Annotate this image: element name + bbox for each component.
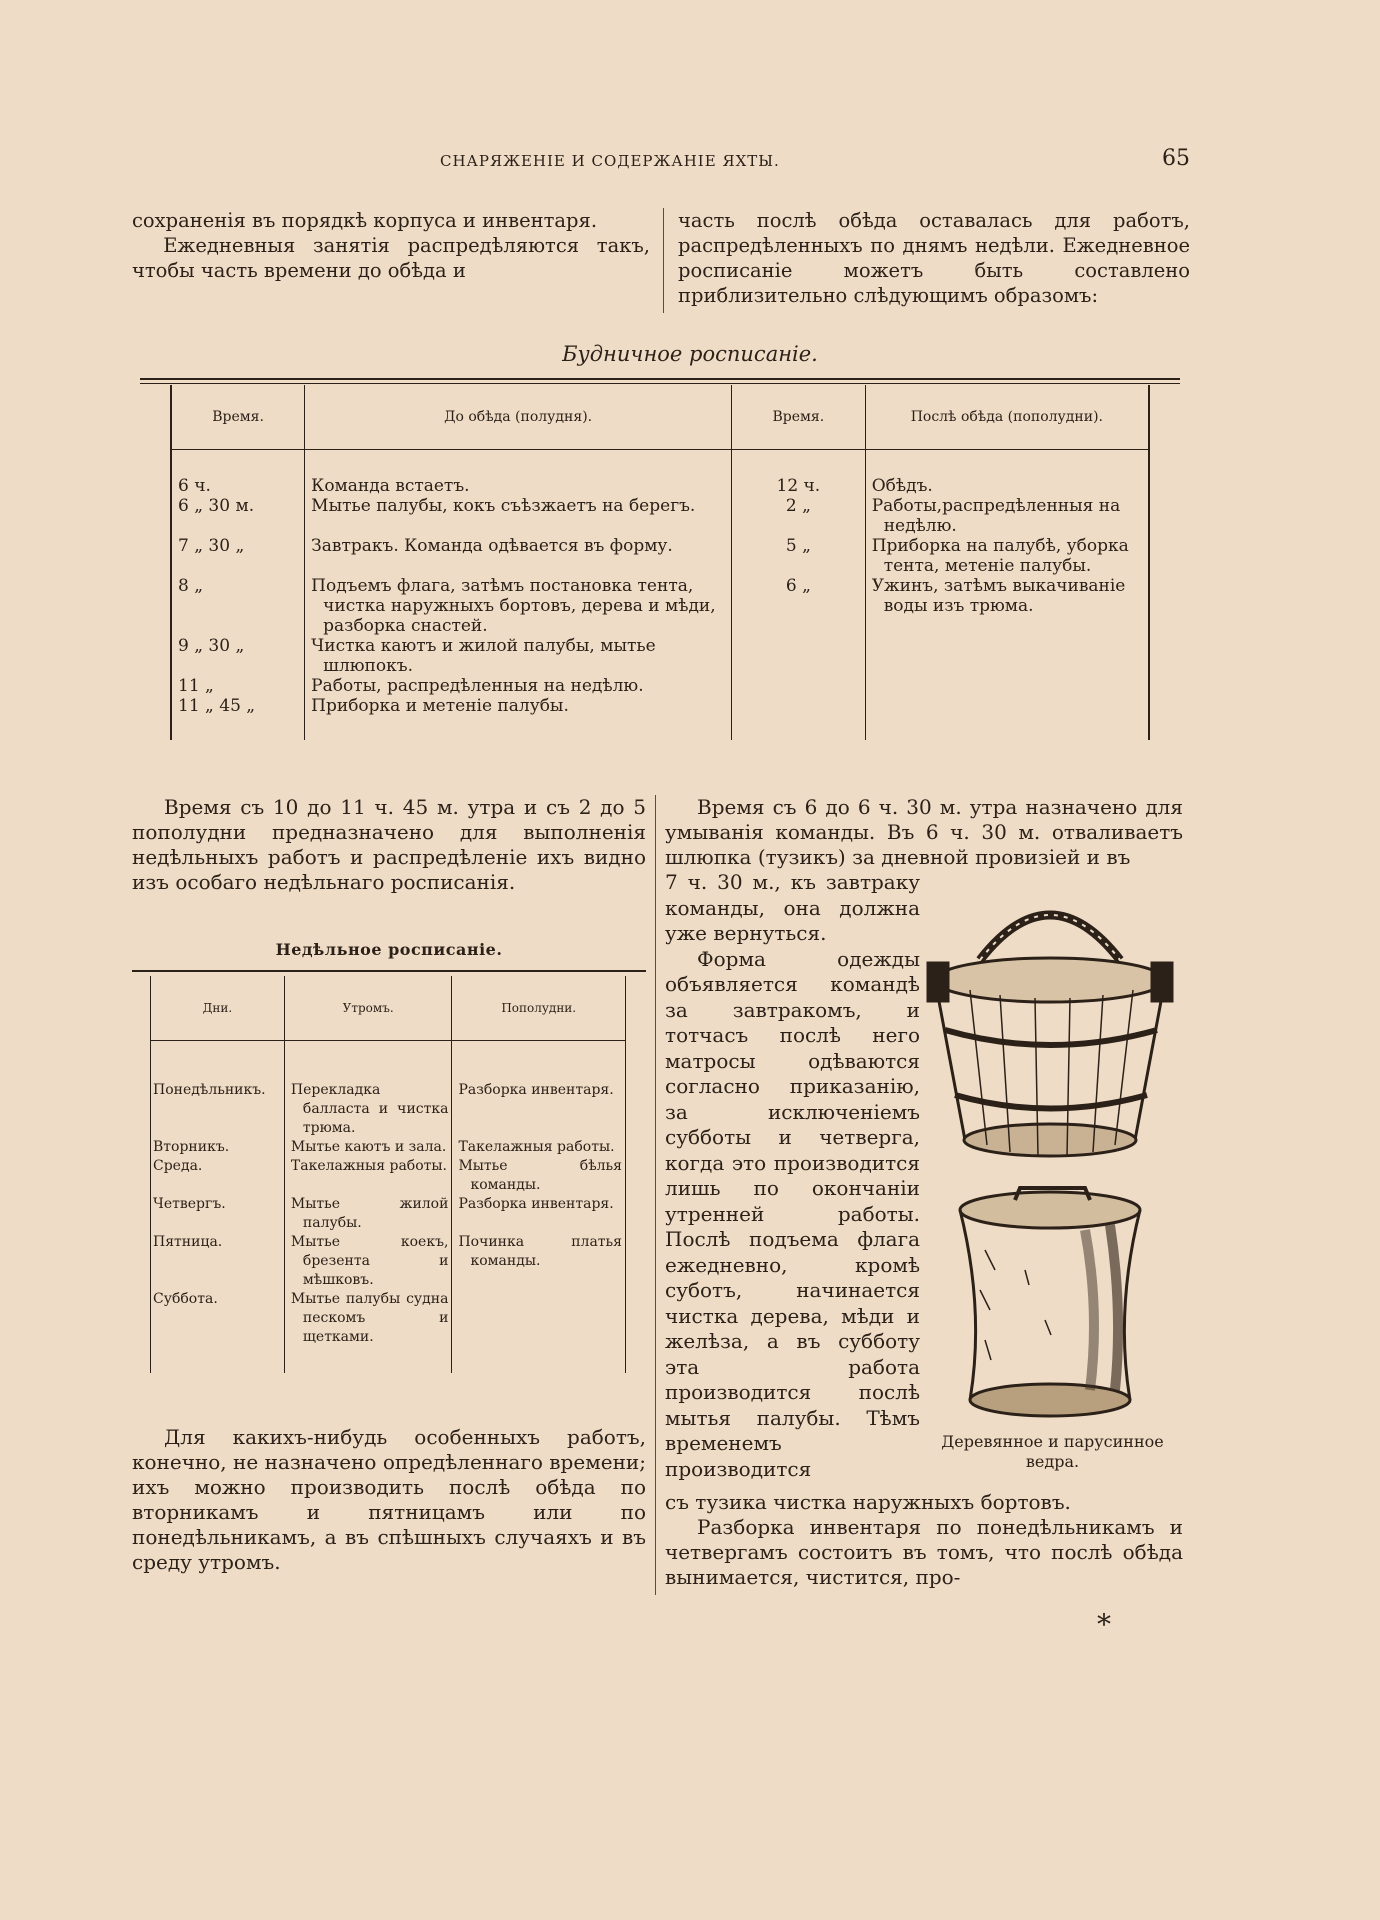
lower-left-column-2 bbox=[132, 1425, 646, 1575]
weekly-schedule-title: Недѣльное росписаніе. bbox=[275, 940, 503, 959]
day-cell: Четвергъ. bbox=[151, 1195, 285, 1233]
table-row bbox=[171, 696, 1149, 740]
afternoon-cell bbox=[452, 1290, 626, 1373]
right-paragraph-3: Разборка инвентаря по понедѣльникамъ и четвергамъ состоитъ въ томъ, что послѣ обѣда вынимается, чистится, про- bbox=[665, 1515, 1183, 1589]
table-row bbox=[171, 536, 1149, 576]
time-cell: 6 ч. bbox=[171, 450, 305, 497]
weekday-schedule-title: Будничное росписаніе. bbox=[562, 342, 818, 366]
table-row bbox=[151, 1157, 626, 1195]
table-row bbox=[151, 1233, 626, 1290]
table-row bbox=[151, 1290, 626, 1373]
th-time-2: Время. bbox=[732, 385, 866, 450]
wooden-bucket-icon bbox=[927, 915, 1173, 1156]
morning-cell: Мытье палубы судна пескомъ и щетками. bbox=[284, 1290, 452, 1373]
task-cell: Работы,распредѣленныя на недѣлю. bbox=[865, 496, 1149, 536]
task-cell bbox=[865, 636, 1149, 676]
th-morning: Утромъ. bbox=[284, 976, 452, 1041]
afternoon-cell: Разборка инвентаря. bbox=[452, 1195, 626, 1233]
time-cell: 9 „ 30 „ bbox=[171, 636, 305, 676]
morning-cell: Перекладка балласта и чистка трюма. bbox=[284, 1041, 452, 1139]
time-cell bbox=[732, 696, 866, 740]
morning-cell: Мытье каютъ и зала. bbox=[284, 1138, 452, 1157]
table-row bbox=[171, 676, 1149, 696]
task-cell: Подъемъ флага, затѣмъ постановка тента, чистка наружныхъ бортовъ, дерева и мѣди, разборка снастей. bbox=[305, 576, 732, 636]
task-cell: Ужинъ, затѣмъ выкачиваніе воды изъ трюма. bbox=[865, 576, 1149, 636]
lower-column-divider bbox=[655, 795, 656, 1595]
table-row bbox=[171, 496, 1149, 536]
day-cell: Среда. bbox=[151, 1157, 285, 1195]
time-cell: 11 „ bbox=[171, 676, 305, 696]
weekday-schedule-table bbox=[170, 385, 1150, 740]
time-cell: 7 „ 30 „ bbox=[171, 536, 305, 576]
th-after-noon: Послѣ обѣда (пополудни). bbox=[865, 385, 1149, 450]
th-afternoon: Пополудни. bbox=[452, 976, 626, 1041]
right-paragraph-2: Форма одежды объявляется командѣ за завтракомъ, и тотчасъ послѣ него матросы одѣваются согласно приказанію, за исключеніемъ субботы и четверга, когда это производится лишь по окончаніи утренней работы. Послѣ подъема флага ежедневно, кромѣ суботъ, начинается чистка дерева, мѣди и желѣза, а въ субботу эта работа производится послѣ мытья палубы. Тѣмъ временемъ производится bbox=[665, 946, 920, 1481]
time-cell bbox=[732, 636, 866, 676]
running-head: СНАРЯЖЕНІЕ И СОДЕРЖАНІЕ ЯХТЫ. bbox=[440, 152, 780, 170]
th-before-noon: До обѣда (полудня). bbox=[305, 385, 732, 450]
signature-mark: * bbox=[1097, 1608, 1111, 1641]
time-cell: 12 ч. bbox=[732, 450, 866, 497]
th-days: Дни. bbox=[151, 976, 285, 1041]
afternoon-cell: Разборка инвентаря. bbox=[452, 1041, 626, 1139]
intro-left-p2: Ежедневныя занятія распредѣляются такъ, чтобы часть времени до обѣда и bbox=[132, 234, 650, 282]
time-cell: 8 „ bbox=[171, 576, 305, 636]
right-paragraph-1-end: 7 ч. 30 м., къ завтраку команды, она должна уже вернуться. bbox=[665, 870, 920, 945]
afternoon-cell: Такелажныя работы. bbox=[452, 1138, 626, 1157]
intro-right-column bbox=[678, 208, 1190, 308]
left-paragraph-1: Время съ 10 до 11 ч. 45 м. утра и съ 2 до 5 пополудни предназначено для выполненія недѣльныхъ работъ и распредѣленіе ихъ видно изъ особаго недѣльнаго росписанія. bbox=[132, 795, 646, 894]
buckets-illustration bbox=[925, 890, 1175, 1430]
day-cell: Понедѣльникъ. bbox=[151, 1041, 285, 1139]
left-paragraph-2: Для какихъ-нибудь особенныхъ работъ, конечно, не назначено опредѣленнаго времени; ихъ можно производить послѣ обѣда по вторникамъ и пятницамъ или по понедѣльникамъ, а въ спѣшныхъ случаяхъ и въ среду утромъ. bbox=[132, 1425, 646, 1574]
intro-left-p1: сохраненія въ порядкѣ корпуса и инвентаря. bbox=[132, 209, 598, 232]
morning-cell: Мытье жилой палубы. bbox=[284, 1195, 452, 1233]
weekly-top-rule bbox=[132, 970, 646, 972]
time-cell: 11 „ 45 „ bbox=[171, 696, 305, 740]
task-cell: Завтракъ. Команда одѣвается въ форму. bbox=[305, 536, 732, 576]
lower-left-column bbox=[132, 795, 646, 895]
intro-right-p1: часть послѣ обѣда оставалась для работъ, распредѣленныхъ по днямъ недѣли. Ежедневное росписаніе можетъ быть составлено приблизительно слѣдующимъ образомъ: bbox=[678, 209, 1190, 307]
weekly-schedule-table bbox=[150, 976, 626, 1373]
time-cell: 2 „ bbox=[732, 496, 866, 536]
table-row bbox=[171, 636, 1149, 676]
canvas-bucket-icon bbox=[960, 1188, 1140, 1416]
weekday-top-rule bbox=[140, 378, 1180, 380]
task-cell: Приборка и метеніе палубы. bbox=[305, 696, 732, 740]
task-cell: Чистка каютъ и жилой палубы, мытье шлюпокъ. bbox=[305, 636, 732, 676]
weekday-top-rule-thin bbox=[140, 383, 1180, 384]
table-row bbox=[171, 450, 1149, 497]
lower-right-column bbox=[665, 795, 1183, 870]
column-divider bbox=[663, 208, 664, 313]
task-cell: Приборка на палубѣ, уборка тента, метеніе палубы. bbox=[865, 536, 1149, 576]
intro-left-column bbox=[132, 208, 650, 283]
time-cell: 6 „ bbox=[732, 576, 866, 636]
afternoon-cell: Мытье бѣлья команды. bbox=[452, 1157, 626, 1195]
table-row bbox=[171, 576, 1149, 636]
task-cell: Работы, распредѣленныя на недѣлю. bbox=[305, 676, 732, 696]
figure-caption: Деревянное и парусинное ведра. bbox=[941, 1432, 1164, 1471]
morning-cell: Мытье коекъ, брезента и мѣшковъ. bbox=[284, 1233, 452, 1290]
page-number: 65 bbox=[1162, 146, 1190, 171]
lower-right-narrow bbox=[665, 870, 920, 1482]
task-cell bbox=[865, 676, 1149, 696]
table-row bbox=[151, 1138, 626, 1157]
right-paragraph-1: Время съ 6 до 6 ч. 30 м. утра назначено для умыванія команды. Въ 6 ч. 30 м. отваливаетъ шлюпка (тузикъ) за дневной провизіей и въ bbox=[665, 795, 1183, 869]
task-cell: Обѣдъ. bbox=[865, 450, 1149, 497]
time-cell bbox=[732, 676, 866, 696]
time-cell: 5 „ bbox=[732, 536, 866, 576]
lower-right-wide bbox=[665, 1490, 1183, 1590]
table-row bbox=[151, 1195, 626, 1233]
task-cell: Мытье палубы, кокъ съѣзжаетъ на берегъ. bbox=[305, 496, 732, 536]
time-cell: 6 „ 30 м. bbox=[171, 496, 305, 536]
day-cell: Пятница. bbox=[151, 1233, 285, 1290]
right-paragraph-2-end: съ тузика чистка наружныхъ бортовъ. bbox=[665, 1490, 1071, 1514]
table-row bbox=[151, 1041, 626, 1139]
task-cell bbox=[865, 696, 1149, 740]
th-time-1: Время. bbox=[171, 385, 305, 450]
morning-cell: Такелажныя работы. bbox=[284, 1157, 452, 1195]
afternoon-cell: Починка платья команды. bbox=[452, 1233, 626, 1290]
day-cell: Вторникъ. bbox=[151, 1138, 285, 1157]
day-cell: Суббота. bbox=[151, 1290, 285, 1373]
task-cell: Команда встаетъ. bbox=[305, 450, 732, 497]
